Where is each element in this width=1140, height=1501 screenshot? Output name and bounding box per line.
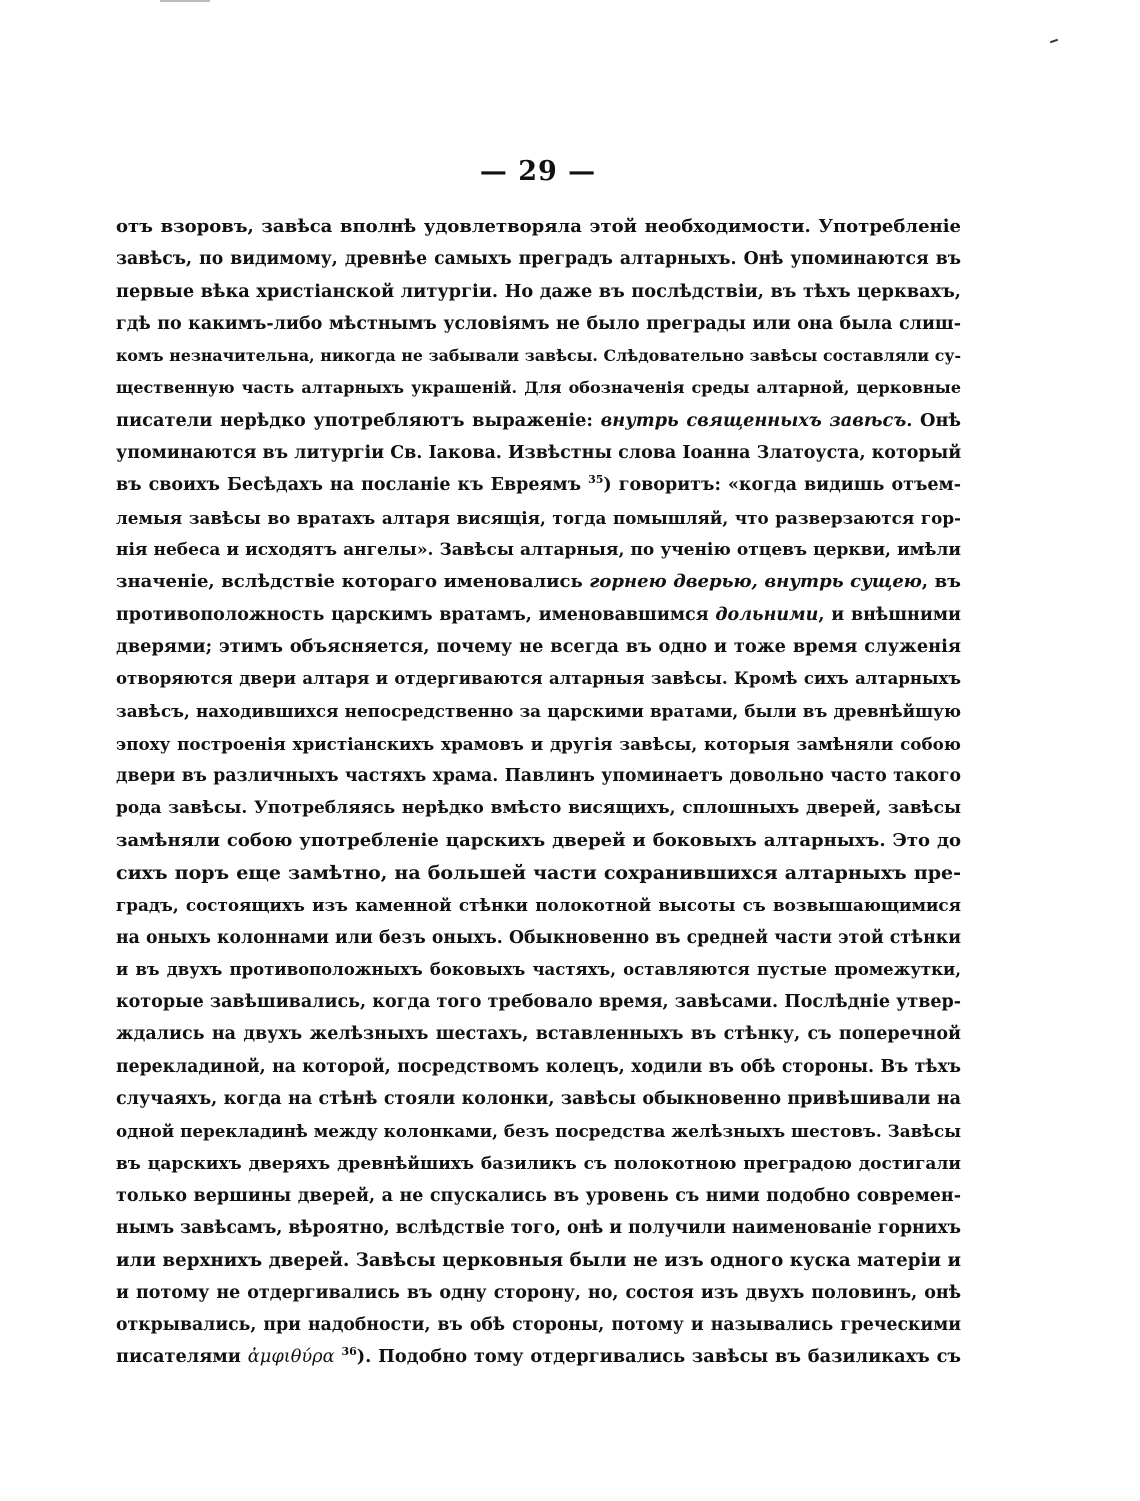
- text-run: писатели нерѣдко употребляютъ выраженіе:: [116, 409, 601, 431]
- text-run: перекладиной, на которой, посредствомъ колецъ, ходили въ обѣ стороны. Въ тѣхъ: [116, 1056, 961, 1077]
- text-run: и въ двухъ противоположныхъ боковыхъ частяхъ, оставляются пустые промежутки,: [116, 959, 961, 979]
- text-line: [116, 857, 961, 889]
- text-run: завѣсъ, по видимому, древнѣе самыхъ преградъ алтарныхъ. Онѣ упоминаются въ: [116, 249, 961, 270]
- text-run: которые завѣшивались, когда того требовало время, завѣсами. Послѣдніе утвер-: [116, 992, 961, 1013]
- text-run: ждались на двухъ желѣзныхъ шестахъ, вставленныхъ въ стѣнку, съ поперечной: [116, 1024, 961, 1045]
- text-line: [116, 502, 961, 534]
- footnote-ref: 35: [588, 473, 604, 487]
- text-line: [116, 340, 961, 372]
- text-run: на оныхъ колоннами или безъ оныхъ. Обыкновенно въ средней части этой стѣнки: [116, 927, 961, 948]
- text-line: [116, 728, 961, 760]
- italic-phrase: горнею дверью, внутрь сущею: [589, 571, 922, 593]
- text-line: [116, 631, 961, 663]
- text-run: . Онѣ: [906, 409, 961, 431]
- text-line: [116, 1212, 961, 1244]
- text-line: [116, 469, 961, 501]
- text-line: [116, 566, 961, 598]
- footnote-ref: 36: [341, 1345, 357, 1359]
- text-run: только вершины дверей, а не спускались въ уровень съ ними подобно современ-: [116, 1185, 961, 1206]
- text-line: [116, 889, 961, 921]
- text-line: [116, 1341, 961, 1373]
- text-line: [116, 243, 961, 275]
- text-run: замѣняли собою употребленіе царскихъ дверей и боковыхъ алтарныхъ. Это до: [116, 829, 961, 851]
- text-run: нымъ завѣсамъ, вѣроятно, вслѣдствіе того, онѣ и получили наименованіе горнихъ: [116, 1218, 961, 1239]
- text-run: отъ взоровъ, завѣса вполнѣ удовлетворяла этой необходимости. Употребленіе: [116, 216, 961, 237]
- text-run: противоположность царскимъ вратамъ, именовавшимся: [116, 604, 716, 625]
- text-run: дверями; этимъ объясняется, почему не всегда въ одно и тоже время служенія: [116, 635, 961, 657]
- italic-phrase: внутрь священныхъ завѣсъ: [600, 409, 907, 431]
- text-run: отворяются двери алтаря и отдергиваются алтарныя завѣсы. Кромѣ сихъ алтарныхъ: [116, 669, 961, 689]
- text-run: ) говоритъ: «когда видишь отъем-: [603, 475, 961, 496]
- text-run: гдѣ по какимъ-либо мѣстнымъ условіямъ не было преграды или она была слиш-: [116, 313, 961, 334]
- text-run: значеніе, вслѣдствіе котораго именовались: [116, 571, 590, 593]
- text-run: сихъ поръ еще замѣтно, на большей части сохранившихся алтарныхъ пре-: [116, 861, 961, 884]
- text-run: упоминаются въ литургіи Св. Іакова. Извѣстны слова Іоанна Златоуста, который: [116, 443, 962, 464]
- text-run: писателями: [116, 1346, 248, 1368]
- text-line: [116, 1277, 961, 1309]
- text-run: щественную часть алтарныхъ украшеній. Для обозначенія среды алтарной, церковные: [116, 378, 961, 398]
- text-run: ). Подобно тому отдергивались завѣсы въ базиликахъ съ: [356, 1346, 962, 1368]
- italic-phrase: дольними: [715, 604, 819, 625]
- text-line: [116, 760, 961, 792]
- text-run: открывались, при надобности, въ обѣ стороны, потому и назывались греческими: [116, 1315, 961, 1336]
- text-line: [116, 954, 961, 986]
- text-run: эпоху построенія христіанскихъ храмовъ и другія завѣсы, которыя замѣняли собою: [116, 733, 961, 754]
- text-line: [116, 534, 961, 566]
- text-line: [116, 372, 961, 404]
- text-line: [116, 825, 961, 857]
- text-line: [116, 663, 961, 695]
- text-line: [116, 1148, 961, 1180]
- text-run: рода завѣсы. Употребляясь нерѣдко вмѣсто висящихъ, сплошныхъ дверей, завѣсы: [116, 798, 961, 819]
- text-run: лемыя завѣсы во вратахъ алтаря висящія, тогда помышляй, что разверзаются гор-: [116, 507, 961, 528]
- text-line: [116, 1309, 961, 1341]
- text-line: [116, 211, 961, 243]
- text-line: [116, 1180, 961, 1212]
- text-line: [116, 792, 961, 824]
- text-run: комъ незначительна, никогда не забывали завѣсы. Слѣдовательно завѣсы составляли су-: [116, 346, 961, 366]
- text-line: [116, 276, 961, 308]
- text-line: [116, 1051, 961, 1083]
- text-run: и потому не отдергивались въ одну сторону, но, состоя изъ двухъ половинъ, онѣ: [116, 1282, 961, 1303]
- text-line: [116, 1115, 961, 1147]
- text-line: [116, 599, 961, 631]
- text-run: , и внѣшними: [818, 604, 961, 625]
- scan-artifact-top: [160, 0, 210, 2]
- text-run: нія небеса и исходятъ ангелы». Завѣсы алтарныя, по ученію отцевъ церкви, имѣли: [116, 539, 961, 560]
- text-line: [116, 986, 961, 1018]
- text-run: завѣсъ, находившихся непосредственно за царскими вратами, были въ древнѣйшую: [116, 701, 961, 722]
- text-line: [116, 1083, 961, 1115]
- text-line: [116, 1018, 961, 1050]
- text-run: градъ, состоящихъ изъ каменной стѣнки полокотной высоты съ возвышающимися: [116, 895, 961, 916]
- text-line: [116, 405, 961, 437]
- greek-term: ἀμφιθύρα: [247, 1347, 335, 1368]
- text-line: [116, 695, 961, 727]
- text-run: случаяхъ, когда на стѣнѣ стояли колонки, завѣсы обыкновенно привѣшивали на: [116, 1089, 961, 1110]
- text-line: [116, 437, 961, 469]
- text-run: двери въ различныхъ частяхъ храма. Павлинъ упоминаетъ довольно часто такого: [116, 766, 961, 787]
- body-text: [116, 211, 961, 1374]
- text-line: [116, 308, 961, 340]
- page-number: — 29 —: [479, 156, 597, 187]
- text-line: [116, 1245, 961, 1277]
- text-run: первые вѣка христіанской литургіи. Но даже въ послѣдствіи, въ тѣхъ церквахъ,: [116, 280, 961, 302]
- text-run: въ своихъ Бесѣдахъ на посланіе къ Евреямъ: [116, 475, 589, 496]
- text-run: или верхнихъ дверей. Завѣсы церковныя были не изъ одного куска матеріи и: [116, 1249, 961, 1271]
- scan-artifact-mark: [1050, 39, 1058, 44]
- text-run: одной перекладинѣ между колонками, безъ посредства желѣзныхъ шестовъ. Завѣсы: [116, 1121, 961, 1142]
- text-run: , въ: [921, 571, 961, 593]
- text-run: въ царскихъ дверяхъ древнѣйшихъ базиликъ съ полокотною преградою достигали: [116, 1153, 961, 1174]
- text-line: [116, 922, 961, 954]
